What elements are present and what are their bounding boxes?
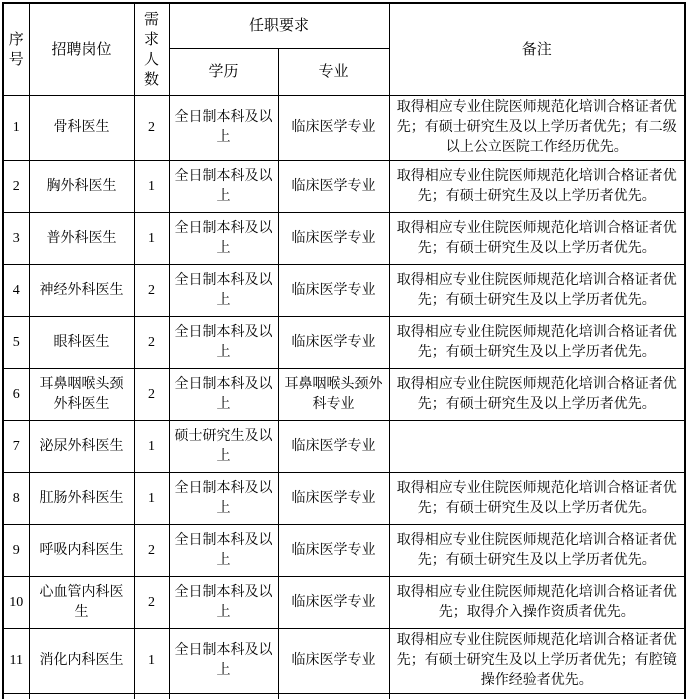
cell-education: 全日制本科及以上: [169, 161, 278, 213]
cell-education: 全日制本科及以上: [169, 369, 278, 421]
cell-no: 3: [3, 213, 29, 265]
table-row: [3, 369, 685, 421]
cell-notes: [389, 421, 685, 473]
cell-notes: 取得相应专业住院医师规范化培训合格证者优先；有硕士研究生及以上学历者优先。: [389, 317, 685, 369]
cell-count: 2: [134, 577, 169, 629]
table-row: [3, 161, 685, 213]
cell-education: 全日制本科及以上: [169, 525, 278, 577]
header-row-top: [3, 3, 685, 49]
cell-no: 1: [3, 96, 29, 161]
cell-notes: 取得相应专业住院医师规范化培训合格证者优先；有硕士研究生及以上学历者优先；有二级以上公立医院工作经历优先。: [389, 96, 685, 161]
cell-position: 胸外科医生: [29, 161, 134, 213]
cell-notes: 取得相应专业住院医师规范化培训合格证者优先；有硕士研究生及以上学历者优先。: [389, 525, 685, 577]
cell-notes: [389, 694, 685, 699]
cell-count: 2: [134, 525, 169, 577]
cell-position: 呼吸内科医生: [29, 525, 134, 577]
cell-education: 全日制本科及以上: [169, 265, 278, 317]
cell-education: [169, 694, 278, 699]
table-row: [3, 473, 685, 525]
cell-major: 临床医学专业: [278, 265, 389, 317]
cell-no: 2: [3, 161, 29, 213]
cell-no: 10: [3, 577, 29, 629]
cell-count: 2: [134, 317, 169, 369]
cell-no: 5: [3, 317, 29, 369]
cell-position: 骨科医生: [29, 96, 134, 161]
cell-count: [134, 694, 169, 699]
header-serial-number: 序号: [3, 3, 29, 96]
cell-count: 1: [134, 629, 169, 694]
table-row: [3, 525, 685, 577]
header-notes: 备注: [389, 3, 685, 96]
cell-position: 普外科医生: [29, 213, 134, 265]
cell-no: 7: [3, 421, 29, 473]
cell-major: 临床医学专业: [278, 629, 389, 694]
cell-no: 9: [3, 525, 29, 577]
cell-major: 临床医学专业: [278, 421, 389, 473]
recruitment-table: [2, 2, 686, 699]
cell-notes: 取得相应专业住院医师规范化培训合格证者优先；有硕士研究生及以上学历者优先；有腔镜操作经验者优先。: [389, 629, 685, 694]
cell-no: 4: [3, 265, 29, 317]
cell-no: 11: [3, 629, 29, 694]
cell-position: 消化内科医生: [29, 629, 134, 694]
cell-major: 临床医学专业: [278, 525, 389, 577]
cell-education: 全日制本科及以上: [169, 96, 278, 161]
cell-major: 耳鼻咽喉头颈外科专业: [278, 369, 389, 421]
cell-position: 神经外科医生: [29, 265, 134, 317]
cell-education: 硕士研究生及以上: [169, 421, 278, 473]
cell-major: 临床医学专业: [278, 473, 389, 525]
cell-count: 1: [134, 421, 169, 473]
cell-position: 泌尿外科医生: [29, 421, 134, 473]
table-row: [3, 629, 685, 694]
cell-notes: 取得相应专业住院医师规范化培训合格证者优先；有硕士研究生及以上学历者优先。: [389, 473, 685, 525]
cell-major: 临床医学专业: [278, 577, 389, 629]
table-row: [3, 96, 685, 161]
header-position: 招聘岗位: [29, 3, 134, 96]
cell-count: 2: [134, 265, 169, 317]
cell-position: 耳鼻咽喉头颈外科医生: [29, 369, 134, 421]
header-major: 专业: [278, 49, 389, 96]
table-row-partial: [3, 694, 685, 699]
cell-count: 1: [134, 161, 169, 213]
table-row: [3, 265, 685, 317]
cell-count: 1: [134, 473, 169, 525]
cell-major: 临床医学专业: [278, 213, 389, 265]
cell-count: 2: [134, 369, 169, 421]
table-row: [3, 213, 685, 265]
cell-education: 全日制本科及以上: [169, 629, 278, 694]
cell-notes: 取得相应专业住院医师规范化培训合格证者优先；有硕士研究生及以上学历者优先。: [389, 265, 685, 317]
cell-no: 6: [3, 369, 29, 421]
cell-major: 临床医学专业: [278, 161, 389, 213]
cell-count: 1: [134, 213, 169, 265]
header-education: 学历: [169, 49, 278, 96]
cell-education: 全日制本科及以上: [169, 577, 278, 629]
cell-education: 全日制本科及以上: [169, 473, 278, 525]
cell-position: 眼科医生: [29, 317, 134, 369]
cell-education: 全日制本科及以上: [169, 317, 278, 369]
table-row: [3, 577, 685, 629]
cell-notes: 取得相应专业住院医师规范化培训合格证者优先；有硕士研究生及以上学历者优先。: [389, 161, 685, 213]
table-row: [3, 421, 685, 473]
cell-position: 肛肠外科医生: [29, 473, 134, 525]
cell-count: 2: [134, 96, 169, 161]
cell-education: 全日制本科及以上: [169, 213, 278, 265]
cell-notes: 取得相应专业住院医师规范化培训合格证者优先；有硕士研究生及以上学历者优先。: [389, 369, 685, 421]
cell-notes: 取得相应专业住院医师规范化培训合格证者优先；有硕士研究生及以上学历者优先。: [389, 213, 685, 265]
cell-major: [278, 694, 389, 699]
cell-position: 心血管内科医生: [29, 577, 134, 629]
header-requirements: 任职要求: [169, 3, 389, 49]
cell-major: 临床医学专业: [278, 96, 389, 161]
cell-no: [3, 694, 29, 699]
cell-no: 8: [3, 473, 29, 525]
cell-notes: 取得相应专业住院医师规范化培训合格证者优先；取得介入操作资质者优先。: [389, 577, 685, 629]
table-row: [3, 317, 685, 369]
cell-major: 临床医学专业: [278, 317, 389, 369]
cell-position: [29, 694, 134, 699]
header-count: 需求人数: [134, 3, 169, 96]
